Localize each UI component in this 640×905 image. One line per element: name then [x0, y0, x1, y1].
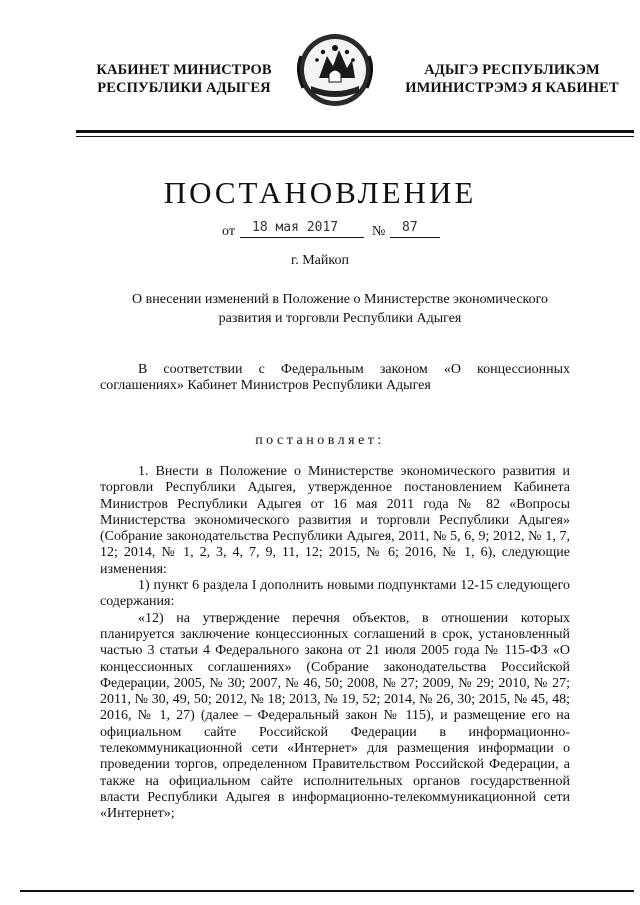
document-title: ПОСТАНОВЛЕНИЕ [163, 175, 477, 210]
date-label: от [222, 224, 235, 239]
number-label: № [372, 224, 386, 239]
quote-item-12: «12) на утверждение перечня объектов, в отношении которых планируется заключение концессионных соглашений в срок, установленный частью 3 статьи 4 Федерального закона от 21 июля 2005 года № 115-ФЗ «О концессионных соглашениях» (Собрание законодательства Российской Федерации, 2005, № 30; 2007, № 46, 50; 2008, № 27; 2009, № 29; 2010, № 27; 2011, № 30, 49, 50; 2012, № 18; 2013, № 19, 52; 2014, № 26, 30; 2015, № 45, 48; 2016, № 1, 27) (далее – Федеральный закон № 115), и размещение его на официальном сайте Российской Федерации в информационно-телекоммуникационной сети «Интернет» для размещения информации о проведении торгов, определенном Правительством Российской Федерации, а также на официальном сайте исполнительных органов государственной власти Республики Адыгея в информационно-телекоммуникационной сети «Интернет»; [100, 610, 570, 822]
page-bottom-rule [20, 890, 634, 892]
preamble-block [100, 362, 570, 395]
issuer-line-1: КАБИНЕТ МИНИСТРОВ [96, 62, 272, 78]
header-rule-thick [76, 130, 634, 133]
issuer-adyghe-line-1: АДЫГЭ РЕСПУБЛИКЭМ [424, 62, 600, 78]
issuer-adyghe-line-2: ИМИНИСТРЭМЭ Я КАБИНЕТ [405, 80, 619, 96]
issuer-name-adyghe [402, 61, 622, 97]
body-text [100, 464, 570, 823]
item-1: 1. Внести в Положение о Министерстве экономического развития и торговли Республики Адыгея, утвержденное постановлением Кабинета Министров Республики Адыгея от 16 мая 2011 года № 82 «Вопросы Министерства экономического развития и торговли Республики Адыгея» (Собрание законодательства Республики Адыгея, 2011, № 5, 6, 9; 2012, № 1, 7, 12; 2014, № 1, 2, 3, 4, 7, 9, 11, 12; 2015, № 6; 2016, № 1, 6), следующие изменения: [100, 464, 570, 577]
city: г. Майкоп [291, 253, 349, 268]
resolves-heading: постановляет: [255, 433, 385, 448]
coat-of-arms-icon [289, 26, 381, 112]
date-field: 18 мая 2017 [240, 220, 364, 238]
document-subject: О внесении изменений в Положение о Министерстве экономического развития и торговли Республики Адыгея [131, 292, 549, 326]
subitem-1: 1) пункт 6 раздела I дополнить новыми подпунктами 12-15 следующего содержания: [100, 578, 570, 610]
issuer-name-russian [84, 61, 284, 97]
header-rule-thin [76, 136, 634, 137]
number-field: 87 [390, 220, 440, 238]
issuer-line-2: РЕСПУБЛИКИ АДЫГЕЯ [97, 80, 271, 96]
preamble-text: В соответствии с Федеральным законом «О концессионных соглашениях» Кабинет Министров Республики Адыгея [100, 362, 570, 394]
